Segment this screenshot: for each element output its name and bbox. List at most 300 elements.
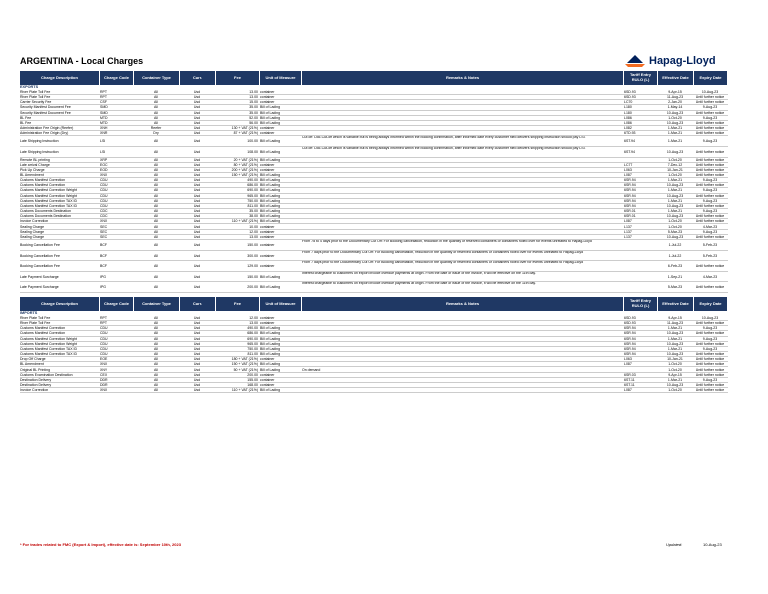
cell-fee: 690.00 — [247, 188, 258, 193]
cell-currency: Usd — [193, 352, 201, 357]
cell-charge-description: Booking Cancellation Fee — [20, 264, 60, 269]
cell-effective-date: 2-Jan-20 — [668, 100, 682, 105]
cell-effective-date: 10-Aug-23 — [666, 214, 684, 219]
cell-effective-date: 10-Jan-21 — [667, 357, 683, 362]
cell-effective-date: 10-Aug-23 — [666, 183, 684, 188]
cell-effective-date: 9-Apr-15 — [668, 372, 682, 377]
cell-fee: 155.00 — [247, 377, 258, 382]
cell-effective-date: 9-Apr-15 — [668, 90, 682, 94]
cell-expiry-date: Until further notice — [695, 285, 725, 290]
cell-charge-description: Customs Examination Destination — [20, 372, 73, 377]
cell-unit-of-measure: Bill of Lading — [260, 285, 281, 290]
cell-expiry-date: 9-Aug-23 — [702, 229, 718, 234]
cell-effective-date: 10-Aug-23 — [666, 203, 684, 208]
cell-fee: 490.00 — [247, 178, 258, 183]
header-charge-code: Charge Code — [100, 297, 133, 311]
cell-currency: Usd — [193, 167, 201, 172]
cell-expiry-date: Until further notice — [695, 234, 725, 239]
cell-container-type: All — [154, 336, 158, 341]
cell-effective-date: 10-Aug-23 — [666, 234, 684, 239]
cell-unit-of-measure: container — [260, 224, 275, 229]
cell-currency: Usd — [193, 126, 201, 131]
cell-charge-description: River Plate Toll Fee — [20, 90, 51, 94]
cell-effective-date: 10-Aug-23 — [666, 352, 684, 357]
cell-fee: 750.00 — [247, 198, 258, 203]
cell-expiry-date: Until further notice — [695, 362, 725, 367]
cell-expiry-date: Until further notice — [695, 214, 725, 219]
cell-unit-of-measure: Bill of Lading — [260, 198, 281, 203]
cell-currency: Usd — [193, 362, 201, 367]
cell-container-type: All — [154, 234, 158, 239]
cell-effective-date: 10-Aug-23 — [666, 341, 684, 346]
cell-container-type: All — [154, 167, 158, 172]
cell-expiry-date: 9-Aug-23 — [702, 198, 718, 203]
cell-unit-of-measure: container — [260, 377, 275, 382]
cell-container-type: All — [154, 321, 158, 326]
cell-tariff-entry: L180 — [624, 105, 632, 110]
cell-charge-code: IPG — [100, 274, 107, 279]
cell-fee: 10.00 — [249, 224, 258, 229]
cell-effective-date: 1-Oct-20 — [668, 173, 682, 177]
cell-charge-code: XRP — [100, 157, 108, 162]
cell-fee: 20 + VAT (21%) — [233, 157, 258, 162]
hapag-lloyd-logo-icon — [624, 54, 646, 68]
cell-tariff-entry: L137 — [624, 224, 632, 229]
cell-charge-description: Destination Delivery — [20, 377, 52, 382]
cell-effective-date: 1-Mar-21 — [667, 131, 683, 136]
cell-charge-code: DDR — [100, 377, 108, 382]
cell-expiry-date: Until further notice — [695, 219, 725, 224]
cell-container-type: All — [154, 209, 158, 214]
cell-fee: 13.00 — [249, 95, 258, 100]
cell-tariff-entry: 6ST.94 — [624, 139, 635, 144]
cell-fee: 200.00 — [247, 285, 258, 290]
cell-charge-description: River Plate Toll Fee — [20, 95, 51, 100]
cell-charge-code: SMD — [100, 110, 108, 115]
cell-expiry-date: 5-Feb-23 — [702, 253, 718, 258]
cell-tariff-entry: L063 — [624, 167, 632, 172]
cell-charge-description: Security Manifest Document Fee — [20, 105, 71, 110]
cell-unit-of-measure: Bill of Lading — [260, 157, 281, 162]
cell-currency: Usd — [193, 346, 201, 351]
cell-fee: 686.00 — [247, 331, 258, 336]
imports-section-label: IMPORTS — [20, 311, 38, 315]
cell-effective-date: 1-Oct-20 — [668, 115, 682, 120]
cell-fee: 200 + VAT (21%) — [231, 167, 258, 172]
cell-currency: Usd — [193, 336, 201, 341]
cell-charge-description: BL Amendment — [20, 173, 44, 177]
cell-unit-of-measure: container — [260, 372, 275, 377]
cell-expiry-date: 9-Aug-23 — [702, 326, 718, 331]
cell-unit-of-measure: container — [260, 229, 275, 234]
cell-charge-code: BCF — [100, 242, 107, 247]
cell-charge-description: Customs Manifest Correction TAX ID — [20, 203, 78, 208]
cell-unit-of-measure: Bill of Lading — [260, 367, 281, 372]
cell-expiry-date: Until further notice — [695, 357, 725, 362]
cell-unit-of-measure: container — [260, 242, 275, 247]
cell-expiry-date: Until further notice — [695, 382, 725, 387]
cell-container-type: All — [154, 110, 158, 115]
cell-fee: 56.00 — [249, 120, 258, 125]
cell-container-type: All — [154, 95, 158, 100]
cell-expiry-date: Until further notice — [695, 321, 725, 326]
cell-tariff-entry: L063 — [624, 357, 632, 362]
cell-container-type: Reefer — [150, 126, 162, 131]
cell-fee: 965.00 — [247, 341, 258, 346]
cell-remarks: From 7d to 4 days prior to the Documentary Cut Off: For Booking cancellation, reduction in the quantity of reserved containers or containers rolled over for events unrelated to Hapag-Lloyd — [302, 239, 592, 243]
cell-tariff-entry: 6SR.94 — [624, 178, 636, 183]
cell-expiry-date: Until further notice — [695, 367, 725, 372]
cell-unit-of-measure: Bill of Lading — [260, 149, 281, 154]
cell-charge-code: CDU — [100, 178, 108, 183]
cell-fee: 50 + VAT (21%) — [233, 367, 258, 372]
cell-charge-description: River Plate Toll Fee — [20, 321, 51, 326]
cell-tariff-entry: 6SR.94 — [624, 352, 636, 357]
cell-charge-code: CDU — [100, 326, 108, 331]
cell-remarks: Cut off: Doc-Cut-off which is variable but is being always informed within the booking confirmation, after informed date every customer filed delivers shipping instruction should pay LSI. — [302, 136, 586, 140]
header-expiry-date: Expiry Date — [694, 297, 727, 311]
cell-remarks: Interest chargeable to customers on export invoice overdue payments at origin. From the date of issue of the invoice, it will be effective on the 11th day. — [302, 282, 536, 286]
cell-unit-of-measure: Bill of Lading — [260, 105, 281, 110]
cell-tariff-entry: 6SR.94 — [624, 336, 636, 341]
cell-charge-code: RPT — [100, 316, 107, 320]
cell-charge-code: CDU — [100, 341, 108, 346]
cell-fee: 129.00 — [247, 264, 258, 269]
cell-charge-description: Customs Manifest Correction Weight — [20, 193, 77, 198]
cell-effective-date: 5-Mar-23 — [667, 229, 683, 234]
header-charge-description: Charge Description — [20, 71, 99, 85]
cell-charge-description: Sealing Charge — [20, 234, 45, 239]
cell-effective-date: 9-Apr-15 — [668, 316, 682, 320]
cell-fee: 110 + VAT (21%) — [231, 219, 258, 224]
cell-charge-description: Original BL Printing — [20, 367, 51, 372]
cell-currency: Usd — [193, 110, 201, 115]
cell-charge-description: BL Amendment — [20, 362, 44, 367]
cell-fee: 12.00 — [249, 316, 258, 320]
cell-currency: Usd — [193, 372, 201, 377]
header-currency: Curr. — [180, 71, 215, 85]
cell-container-type: All — [154, 157, 158, 162]
cell-effective-date: 1-Mar-21 — [667, 346, 683, 351]
cell-charge-code: CDU — [100, 188, 108, 193]
cell-expiry-date: 9-Aug-23 — [702, 105, 718, 110]
cell-expiry-date: Until further notice — [695, 193, 725, 198]
cell-charge-description: Administration Fee Origin (Reefer) — [20, 126, 74, 131]
cell-tariff-entry: 6SR.01 — [624, 214, 636, 219]
cell-effective-date: 10-Aug-23 — [666, 193, 684, 198]
cell-expiry-date: Until further notice — [695, 100, 725, 105]
cell-tariff-entry: L086 — [624, 120, 632, 125]
cell-charge-code: XNR — [100, 131, 108, 136]
cell-tariff-entry: LC77 — [624, 162, 633, 167]
cell-container-type: All — [154, 100, 158, 105]
cell-tariff-entry: 6SR.94 — [624, 331, 636, 336]
cell-effective-date: 1-Oct-20 — [668, 367, 682, 372]
cell-currency: Usd — [193, 253, 201, 258]
cell-currency: Usd — [193, 149, 201, 154]
cell-container-type: Dry — [153, 131, 159, 136]
cell-currency: Usd — [193, 285, 201, 290]
cell-currency: Usd — [193, 139, 201, 144]
header-fee: Fee — [216, 297, 259, 311]
cell-currency: Usd — [193, 188, 201, 193]
cell-container-type: All — [154, 203, 158, 208]
cell-tariff-entry: 6SD.93 — [624, 95, 636, 100]
cell-effective-date: 10-Aug-23 — [666, 110, 684, 115]
cell-unit-of-measure: container — [260, 95, 275, 100]
cell-charge-description: Remote BL printing — [20, 157, 50, 162]
header-charge-description: Charge Description — [20, 297, 99, 311]
cell-charge-description: River Plate Toll Fee — [20, 316, 51, 320]
cell-tariff-entry: L082 — [624, 126, 632, 131]
cell-currency: Usd — [193, 90, 201, 94]
cell-tariff-entry: 6SR.94 — [624, 346, 636, 351]
cell-charge-description: Late Shipping Instruction — [20, 149, 59, 154]
cell-currency: Usd — [193, 382, 201, 387]
cell-container-type: All — [154, 193, 158, 198]
cell-unit-of-measure: Bill of Lading — [260, 341, 281, 346]
exports-row — [20, 251, 728, 262]
cell-tariff-entry — [624, 282, 656, 293]
cell-currency: Usd — [193, 203, 201, 208]
cell-currency: Usd — [193, 105, 201, 110]
cell-fee: 168.00 — [247, 382, 258, 387]
cell-charge-code: CDU — [100, 193, 108, 198]
cell-expiry-date: Until further notice — [695, 203, 725, 208]
cell-charge-code: DDR — [100, 382, 108, 387]
cell-charge-code: CDC — [100, 214, 108, 219]
cell-effective-date: 1-Mar-21 — [667, 178, 683, 183]
cell-expiry-date: Until further notice — [695, 341, 725, 346]
cell-charge-description: Customs Manifest Correction TAX ID — [20, 198, 78, 203]
header-remarks: Remarks & Notes — [302, 297, 623, 311]
header-charge-code: Charge Code — [100, 71, 133, 85]
cell-container-type: All — [154, 178, 158, 183]
header-tariff-entry: Tariff Entry RULO (L) — [624, 297, 657, 311]
exports-table-header — [20, 71, 728, 85]
cell-unit-of-measure: Bill of Lading — [260, 219, 281, 224]
cell-currency: Usd — [193, 209, 201, 214]
exports-row — [20, 240, 728, 251]
cell-charge-description: Customs Documents Destination — [20, 214, 71, 219]
cell-effective-date: 10-Jan-21 — [667, 167, 683, 172]
cell-container-type: All — [154, 352, 158, 357]
cell-effective-date: 7-Dec-12 — [667, 162, 683, 167]
cell-currency: Usd — [193, 120, 201, 125]
cell-container-type: All — [154, 139, 158, 144]
cell-charge-description: Customs Manifest Correction — [20, 178, 66, 183]
cell-effective-date: 1-Oct-20 — [668, 362, 682, 367]
cell-currency: Usd — [193, 326, 201, 331]
cell-unit-of-measure: container — [260, 100, 275, 105]
cell-currency: Usd — [193, 198, 201, 203]
updated-date: 10-Aug-23 — [703, 542, 722, 547]
cell-charge-description: Customs Documents Destination — [20, 209, 71, 214]
cell-expiry-date: 4-Mar-23 — [702, 274, 718, 279]
cell-currency: Usd — [193, 183, 201, 188]
cell-tariff-entry: 6SD.93 — [624, 90, 636, 94]
cell-charge-description: Sealing Charge — [20, 229, 45, 234]
header-unit-of-measure: Unit of Measure — [260, 71, 301, 85]
cell-currency: Usd — [193, 274, 201, 279]
cell-tariff-entry: L180 — [624, 110, 632, 115]
cell-expiry-date: 9-Aug-23 — [702, 115, 718, 120]
cell-container-type: All — [154, 331, 158, 336]
cell-fee: 13.00 — [249, 234, 258, 239]
cell-container-type: All — [154, 183, 158, 188]
header-tariff-entry: Tariff Entry RULO (L) — [624, 71, 657, 85]
cell-expiry-date: 9-Aug-23 — [702, 377, 718, 382]
cell-fee: 80 + VAT (21%) — [233, 162, 258, 167]
cell-charge-code: SMD — [100, 105, 108, 110]
brand-name: Hapag-Lloyd — [649, 55, 716, 67]
cell-currency: Usd — [193, 162, 201, 167]
cell-unit-of-measure: container — [260, 264, 275, 269]
cell-currency: Usd — [193, 115, 201, 120]
cell-unit-of-measure: Bill of Lading — [260, 362, 281, 367]
header-remarks: Remarks & Notes — [302, 71, 623, 85]
cell-unit-of-measure: container — [260, 253, 275, 258]
cell-remarks — [302, 388, 622, 393]
cell-container-type: All — [154, 285, 158, 290]
cell-container-type: All — [154, 242, 158, 247]
cell-charge-description: Booking Cancellation Fee — [20, 253, 60, 258]
cell-fee: 100.00 — [247, 139, 258, 144]
cell-unit-of-measure: Bill of Lading — [260, 214, 281, 219]
cell-container-type: All — [154, 229, 158, 234]
cell-expiry-date: Until further notice — [695, 157, 725, 162]
cell-tariff-entry: 6SR.94 — [624, 188, 636, 193]
cell-unit-of-measure: Bill of Lading — [260, 115, 281, 120]
cell-charge-description: Customs Manifest Correction TAX ID — [20, 346, 78, 351]
cell-tariff-entry: 6SR.03 — [624, 372, 636, 377]
cell-unit-of-measure: Bill of Lading — [260, 110, 281, 115]
cell-charge-description: Late arrival Charge — [20, 162, 50, 167]
brand-logo — [624, 52, 716, 70]
cell-container-type: All — [154, 115, 158, 120]
exports-row — [20, 272, 728, 283]
cell-charge-code: RPT — [100, 321, 107, 326]
cell-currency: Usd — [193, 131, 201, 136]
cell-currency: Usd — [193, 388, 201, 393]
cell-container-type: All — [154, 372, 158, 377]
cell-tariff-entry: LC70 — [624, 100, 633, 105]
cell-tariff-entry: L087 — [624, 362, 632, 367]
exports-section-label: EXPORTS — [20, 85, 39, 89]
cell-effective-date: 1-Mar-21 — [667, 198, 683, 203]
header-expiry-date: Expiry Date — [694, 71, 727, 85]
cell-charge-code: CDU — [100, 352, 108, 357]
cell-currency: Usd — [193, 224, 201, 229]
cell-effective-date: 10-Aug-23 — [666, 382, 684, 387]
cell-charge-code: SEC — [100, 224, 108, 229]
cell-charge-code: XNX — [100, 219, 108, 224]
cell-charge-description: Carrier Security Fee — [20, 100, 52, 105]
exports-row — [20, 261, 728, 272]
cell-tariff-entry: 6SR.01 — [624, 209, 636, 214]
cell-currency: Usd — [193, 367, 201, 372]
cell-container-type: All — [154, 214, 158, 219]
cell-tariff-entry: 6SR.94 — [624, 326, 636, 331]
cell-effective-date: 1-Oct-20 — [668, 157, 682, 162]
cell-tariff-entry: L087 — [624, 388, 632, 393]
cell-charge-code: CDU — [100, 331, 108, 336]
cell-expiry-date: 9-Aug-23 — [702, 139, 718, 144]
imports-table-header — [20, 297, 728, 311]
cell-expiry-date: Until further notice — [695, 352, 725, 357]
cell-unit-of-measure: container — [260, 357, 275, 362]
cell-charge-code: EOE — [100, 357, 108, 362]
cell-expiry-date: Until further notice — [695, 95, 725, 100]
cell-tariff-entry: L137 — [624, 229, 632, 234]
cell-container-type: All — [154, 377, 158, 382]
cell-unit-of-measure: container — [260, 234, 275, 239]
cell-container-type: All — [154, 362, 158, 367]
cell-fee: 150.00 — [247, 274, 258, 279]
cell-charge-code: MTD — [100, 115, 108, 120]
cell-fee: 35.00 — [249, 209, 258, 214]
cell-charge-code: LSI — [100, 149, 106, 154]
header-fee: Fee — [216, 71, 259, 85]
cell-fee: 811.00 — [247, 352, 258, 357]
cell-tariff-entry: 6TD.93 — [624, 131, 636, 136]
cell-tariff-entry: L087 — [624, 173, 632, 177]
cell-effective-date: 1-Mar-21 — [667, 188, 683, 193]
cell-expiry-date: Until further notice — [695, 120, 725, 125]
cell-fee: 490.00 — [247, 326, 258, 331]
cell-expiry-date: Until further notice — [695, 331, 725, 336]
cell-tariff-entry: L086 — [624, 115, 632, 120]
cell-charge-description: BL Fee — [20, 115, 32, 120]
cell-effective-date: 11-Aug-23 — [666, 95, 684, 100]
cell-unit-of-measure: Bill of Lading — [260, 352, 281, 357]
cell-tariff-entry: L087 — [624, 219, 632, 224]
cell-charge-description: Administration Fee Origin (Dry) — [20, 131, 69, 136]
cell-charge-description: Invoice Correction — [20, 388, 49, 393]
cell-fee: 38.00 — [249, 214, 258, 219]
imports-row — [20, 388, 728, 393]
cell-charge-code: CEX — [100, 372, 108, 377]
cell-unit-of-measure: container — [260, 321, 275, 326]
cell-expiry-date: 9-Aug-23 — [702, 178, 718, 183]
cell-currency: Usd — [193, 377, 201, 382]
cell-charge-code: CDU — [100, 203, 108, 208]
cell-currency: Usd — [193, 193, 201, 198]
cell-container-type: All — [154, 224, 158, 229]
cell-container-type: All — [154, 357, 158, 362]
cell-container-type: All — [154, 198, 158, 203]
cell-currency: Usd — [193, 219, 201, 224]
cell-unit-of-measure: container — [260, 90, 275, 94]
cell-currency: Usd — [193, 95, 201, 100]
fmc-footnote: * For trades related to FMC (Export & Import), effective date is: September 10th, 2023 — [20, 542, 181, 547]
cell-effective-date: 1-Mar-21 — [667, 126, 683, 131]
cell-unit-of-measure: Bill of Lading — [260, 188, 281, 193]
cell-fee: 35.00 — [249, 110, 258, 115]
cell-container-type: All — [154, 367, 158, 372]
cell-effective-date: 10-Aug-23 — [666, 120, 684, 125]
cell-charge-description: Destination Delivery — [20, 382, 52, 387]
cell-currency: Usd — [193, 234, 201, 239]
cell-charge-code: XNX — [100, 173, 108, 177]
exports-row — [20, 282, 728, 293]
cell-currency: Usd — [193, 264, 201, 269]
cell-unit-of-measure: Bill of Lading — [260, 209, 281, 214]
cell-unit-of-measure: Bill of Lading — [260, 336, 281, 341]
cell-tariff-entry: 6SR.94 — [624, 193, 636, 198]
cell-charge-code: RPT — [100, 95, 107, 100]
cell-charge-description: Invoice Correction — [20, 219, 49, 224]
